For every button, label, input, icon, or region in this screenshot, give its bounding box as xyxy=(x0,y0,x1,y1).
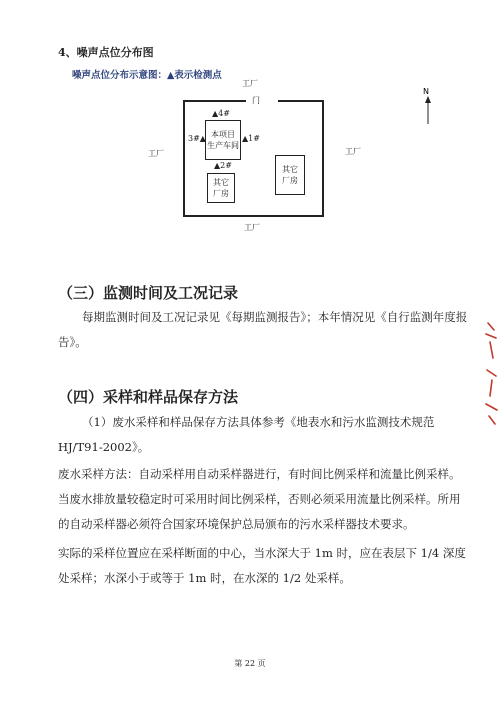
project-workshop xyxy=(205,120,241,160)
section-4-paragraph-3: 实际的采样位置应在采样断面的中心，当水深大于 1m 时，应在表层下 1/4 深度处采样；水深小于或等于 1m 时，在水深的 1/2 处采样。 xyxy=(58,546,466,585)
other-small-line-2: 厂房 xyxy=(213,189,229,198)
monitor-point-1: ▲1# xyxy=(242,134,260,143)
other-building-small xyxy=(207,173,235,203)
section-4-paragraph-2: 废水采样方法：自动采样用自动采样器进行，有时间比例采样和流量比例采样。当废水排放量较稳定时可采用时间比例采样，否则必须采用流量比例采样。所用的自动采样器必须符合国家环境保护总局颁布的污水采样器技术要求。 xyxy=(58,467,461,531)
factory-label-left: 工厂 xyxy=(148,149,164,158)
factory-label-top: 工厂 xyxy=(242,79,258,88)
factory-label-bottom: 工厂 xyxy=(244,223,260,232)
other-building-right xyxy=(275,155,305,195)
red-stamp-mark xyxy=(484,318,500,428)
section-4-heading: （四）采样和样品保存方法 xyxy=(58,388,239,406)
other-right-line-2: 厂房 xyxy=(282,176,298,185)
gate-label: 门 xyxy=(252,96,260,105)
section-4-paragraph-1: （1）废水采样和样品保存方法具体参考《地表水和污水监测技术规范HJ/T91-2002》。 xyxy=(58,415,435,454)
gate-opening xyxy=(246,96,278,105)
monitor-point-2: ▲2# xyxy=(214,161,232,170)
workshop-line-1: 本项目 xyxy=(211,130,235,139)
section-3-heading: （三）监测时间及工况记录 xyxy=(58,284,239,302)
other-small-line-1: 其它 xyxy=(213,178,229,187)
monitor-point-4: ▲4# xyxy=(212,109,230,118)
north-label: N xyxy=(423,87,429,96)
page-number: 第 22 页 xyxy=(234,659,266,668)
legend-text: 噪声点位分布示意图：▲表示检测点 xyxy=(72,70,222,81)
noise-map-title: 4、噪声点位分布图 xyxy=(58,46,154,59)
north-arrow-icon xyxy=(421,86,435,126)
factory-label-right: 工厂 xyxy=(345,147,361,156)
monitor-point-3: 3#▲ xyxy=(188,134,206,143)
section-3-paragraph: 每期监测时间及工况记录见《每期监测报告》；本年情况见《自行监测年度报告》。 xyxy=(58,310,468,349)
other-right-line-1: 其它 xyxy=(282,165,298,174)
noise-point-diagram xyxy=(0,0,500,260)
workshop-line-2: 生产车间 xyxy=(207,141,239,150)
